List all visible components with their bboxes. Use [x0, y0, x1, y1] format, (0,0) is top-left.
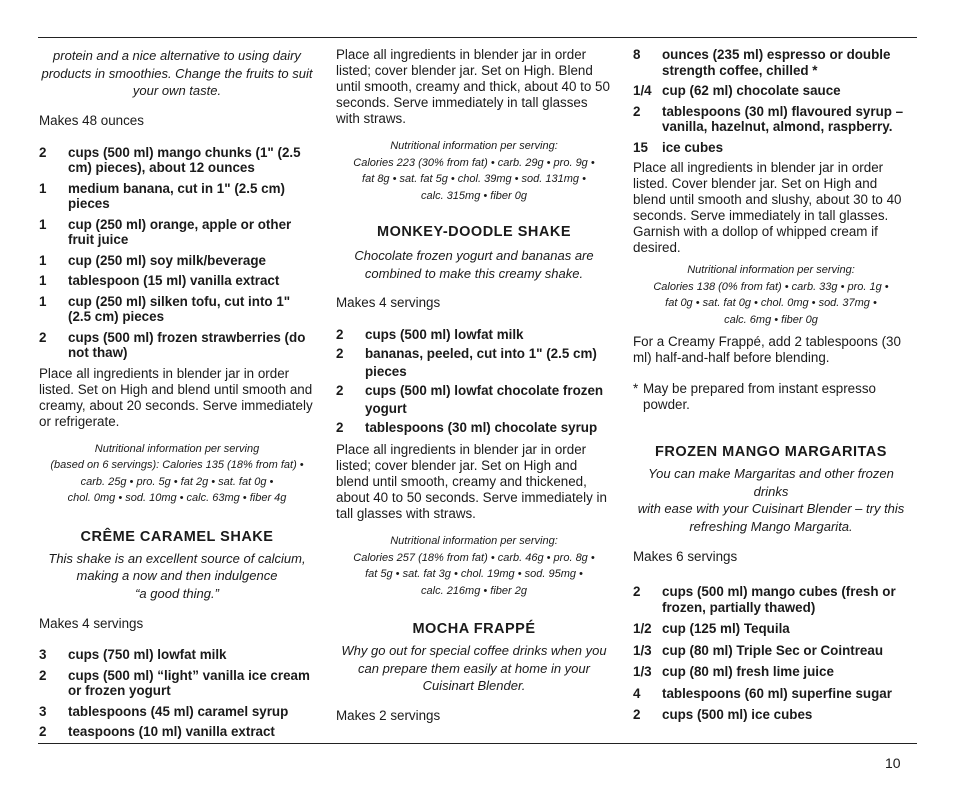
ingredient-item: 3 tablespoons (45 ml) caramel syrup: [39, 703, 289, 719]
recipe-title: FROZEN MANGO MARGARITAS: [655, 444, 887, 460]
recipe-intro: Why go out for special coffee drinks when you can prepare them easily at home in your Cuisinart Blender.: [341, 643, 607, 693]
ingredient-item: 2 tablespoons (30 ml) flavoured syrup – vanilla, hazelnut, almond, raspberry.: [633, 103, 904, 134]
recipe-title: MONKEY-DOODLE SHAKE: [377, 224, 571, 240]
ingredient-list: [39, 647, 315, 740]
ingredient-item: 2 cups (500 ml) lowfat chocolate frozen yogurt: [336, 382, 604, 416]
variation-note: For a Creamy Frappé, add 2 tablespoons (30 ml) half-and-half before blending.: [633, 334, 901, 365]
ingredient-item: 4 tablespoons (60 ml) superfine sugar: [633, 685, 892, 701]
ingredient-item: 2 bananas, peeled, cut into 1" (2.5 cm) pieces: [336, 345, 597, 379]
yield: Makes 4 servings: [336, 295, 441, 310]
ingredient-item: 3 cups (750 ml) lowfat milk: [39, 647, 227, 662]
ingredient-item: 2 teaspoons (10 ml) vanilla extract: [39, 724, 275, 739]
ingredient-item: 1 cup (250 ml) silken tofu, cut into 1" (2.5 cm) pieces: [39, 293, 291, 324]
ingredient-item: 2 cups (500 ml) frozen strawberries (do not thaw): [39, 329, 306, 360]
ingredient-list: [633, 584, 909, 723]
ingredient-list: [336, 326, 612, 437]
ingredient-item: 1/2 cup (125 ml) Tequila: [633, 621, 790, 636]
recipe-intro: You can make Margaritas and other frozen drinks with ease with your Cuisinart Blender – try this refreshing Mango Margarita.: [637, 466, 905, 534]
recipe-title: CRÊME CARAMEL SHAKE: [80, 528, 274, 545]
nutrition-info: Nutritional information per serving (based on 6 servings): Calories 135 (18% from fat) • carb. 25g • pro. 5g • fat 2g • sat. fat 0g • chol. 0mg • sod. 10mg • calc. 63mg • fiber 4g: [50, 442, 304, 504]
column-1: [39, 47, 315, 740]
recipe-intro: protein and a nice alternative to using dairy products in smoothies. Change the fruits to suit your own taste.: [41, 48, 313, 98]
directions: Place all ingredients in blender jar in order listed. Cover blender jar. Set on High and blend until smooth and slushy, about 30 to 40 seconds. Serve immediately in tall glasses. Garnish with a dollop of whipped cream if desired.: [633, 160, 902, 255]
nutrition-info: Nutritional information per serving: Calories 138 (0% from fat) • carb. 33g • pro. 1g • fat 0g • sat. fat 0g • chol. 0mg • sod. 37mg • calc. 6mg • fiber 0g: [653, 264, 889, 326]
ingredient-item: 8 ounces (235 ml) espresso or double strength coffee, chilled *: [633, 47, 891, 78]
footnote: * May be prepared from instant espresso powder.: [633, 381, 876, 412]
ingredient-item: 2 cups (500 ml) mango chunks (1" (2.5 cm) pieces), about 12 ounces: [39, 144, 301, 175]
ingredient-list: [39, 145, 315, 361]
directions: Place all ingredients in blender jar in order listed; cover blender jar. Set on High and blend until smooth, creamy and thickened, about 40 to 50 seconds. Serve immediately in tall glasses with straws.: [336, 442, 607, 521]
ingredient-item: 1 medium banana, cut in 1" (2.5 cm) pieces: [39, 180, 285, 211]
ingredient-item: 1/4 cup (62 ml) chocolate sauce: [633, 83, 841, 98]
recipe-intro: Chocolate frozen yogurt and bananas are combined to make this creamy shake.: [354, 248, 594, 281]
nutrition-info: Nutritional information per serving: Calories 223 (30% from fat) • carb. 29g • pro. 9g • fat 8g • sat. fat 5g • chol. 39mg • sod. 131mg • calc. 315mg • fiber 0g: [353, 140, 595, 202]
ingredient-item: 1 cup (250 ml) soy milk/beverage: [39, 252, 266, 268]
ingredient-item: 2 tablespoons (30 ml) chocolate syrup: [336, 419, 598, 435]
page-number: 10: [885, 755, 901, 771]
ingredient-item: 1 cup (250 ml) orange, apple or other fruit juice: [39, 216, 292, 247]
ingredient-item: 1/3 cup (80 ml) Triple Sec or Cointreau: [633, 642, 883, 658]
top-rule: [38, 37, 917, 38]
column-2: [336, 47, 612, 724]
recipe-title: MOCHA FRAPPÉ: [412, 621, 536, 637]
ingredient-item: 2 cups (500 ml) ice cubes: [633, 707, 813, 722]
ingredient-item: 2 cups (500 ml) “light” vanilla ice cream or frozen yogurt: [39, 667, 310, 698]
yield: Makes 48 ounces: [39, 112, 144, 128]
yield: Makes 4 servings: [39, 616, 144, 631]
ingredient-item: 2 cups (500 ml) mango cubes (fresh or frozen, partially thawed): [633, 584, 896, 615]
directions: Place all ingredients in blender jar in order listed; cover blender jar. Set on High. Blend until smooth, creamy and thick, about 40 to 50 seconds. Serve immediately in tall glasses with straws.: [336, 47, 610, 126]
ingredient-item: 2 cups (500 ml) lowfat milk: [336, 327, 524, 342]
recipe-intro: This shake is an excellent source of calcium, making a now and then indulgence “a good thing.”: [48, 550, 306, 601]
nutrition-info: Nutritional information per serving: Calories 257 (18% from fat) • carb. 46g • pro. 8g • fat 5g • sat. fat 3g • chol. 19mg • sod. 95mg • calc. 216mg • fiber 2g: [353, 535, 595, 597]
directions: Place all ingredients in blender jar in order listed. Set on High and blend until smooth and creamy, about 20 seconds. Serve immediately or refrigerate.: [39, 365, 313, 429]
ingredient-item: 1/3 cup (80 ml) fresh lime juice: [633, 664, 834, 679]
ingredient-list: [633, 47, 909, 155]
column-3: [633, 47, 909, 723]
yield: Makes 2 servings: [336, 707, 441, 723]
ingredient-item: 15 ice cubes: [633, 139, 724, 155]
ingredient-item: 1 tablespoon (15 ml) vanilla extract: [39, 273, 280, 288]
bottom-rule: [38, 743, 917, 744]
yield: Makes 6 servings: [633, 549, 738, 564]
